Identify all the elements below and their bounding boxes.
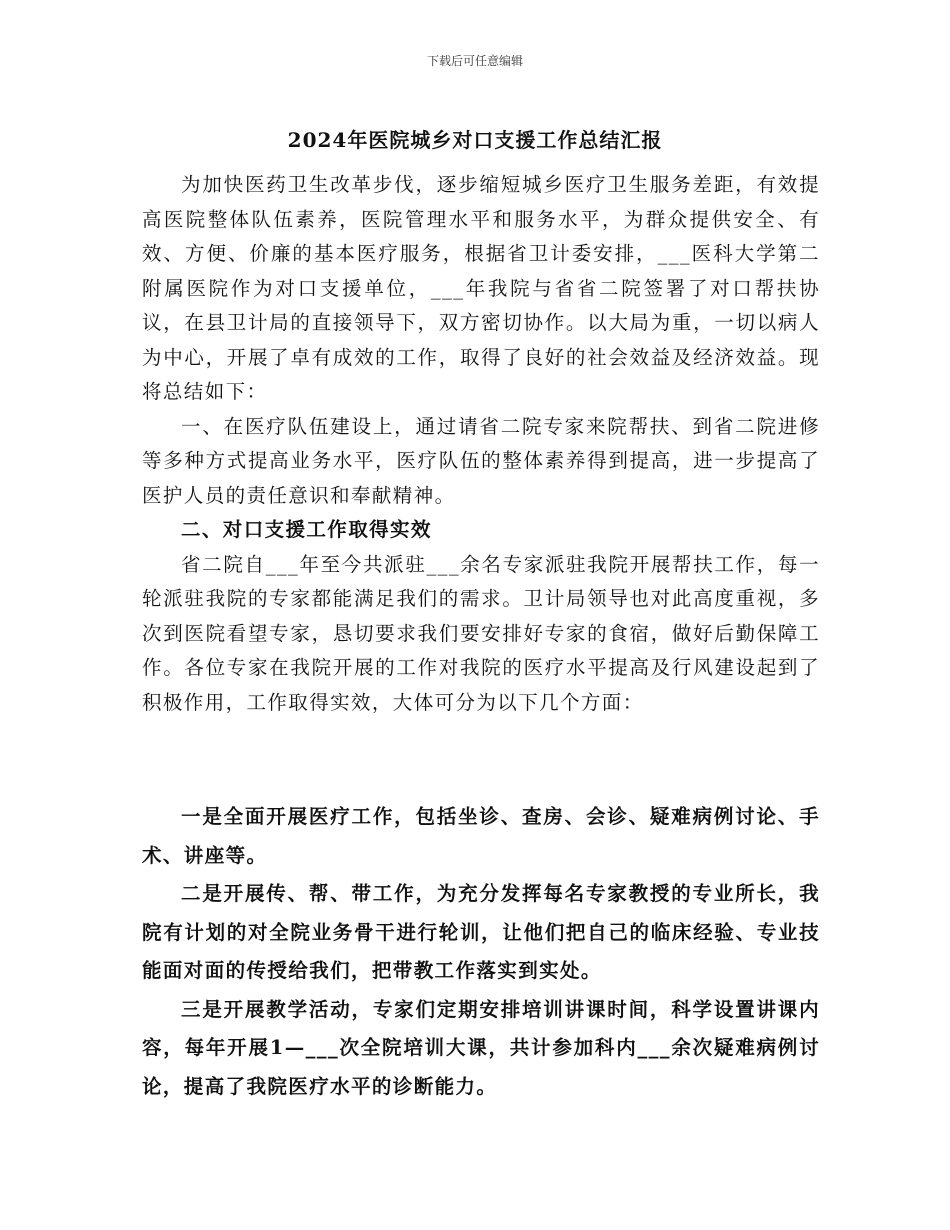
achievement-item-1: 一是全面开展医疗工作，包括坐诊、查房、会诊、疑难病例讨论、手术、讲座等。 (142, 805, 820, 867)
document-body-regular (142, 168, 820, 720)
achievement-item-2: 二是开展传、帮、带工作，为充分发挥每名专家教授的专业所长，我院有计划的对全院业务骨干进行轮训，让他们把自己的临床经验、专业技能面对面的传授给我们，把带教工作落实到实处。 (142, 882, 820, 982)
intro-paragraph: 为加快医药卫生改革步伐，逐步缩短城乡医疗卫生服务差距，有效提高医院整体队伍素养，医院管理水平和服务水平，为群众提供安全、有效、方便、价廉的基本医疗服务，根据省卫计委安排，___医科大学第二附属医院作为对口支援单位，___年我院与省省二院签署了对口帮扶协议，在县卫计局的直接领导下，双方密切协作。以大局为重，一切以病人为中心，开展了卓有成效的工作，取得了良好的社会效益及经济效益。现将总结如下： (142, 173, 820, 403)
page-header-note: 下载后可任意编辑 (426, 54, 523, 68)
document-title: 2024年医院城乡对口支援工作总结汇报 (287, 128, 663, 152)
team-building-paragraph: 一、在医疗队伍建设上，通过请省二院专家来院帮扶、到省二院进修等多种方式提高业务水平，医疗队伍的整体素养得到提高，进一步提高了医护人员的责任意识和奉献精神。 (142, 414, 820, 507)
expert-dispatch-paragraph: 省二院自___年至今共派驻___余名专家派驻我院开展帮扶工作，每一轮派驻我院的专家都能满足我们的需求。卫计局领导也对此高度重视，多次到医院看望专家，恳切要求我们要安排好专家的食宿，做好后勤保障工作。各位专家在我院开展的工作对我院的医疗水平提高及行风建设起到了积极作用，工作取得实效，大体可分为以下几个方面： (142, 552, 820, 714)
section-heading: 二、对口支援工作取得实效 (181, 518, 432, 541)
achievement-item-3: 三是开展教学活动，专家们定期安排培训讲课时间，科学设置讲课内容，每年开展1—___次全院培训大课，共计参加科内___余次疑难病例讨论，提高了我院医疗水平的诊断能力。 (142, 997, 820, 1098)
document-body-bold (142, 798, 820, 1106)
